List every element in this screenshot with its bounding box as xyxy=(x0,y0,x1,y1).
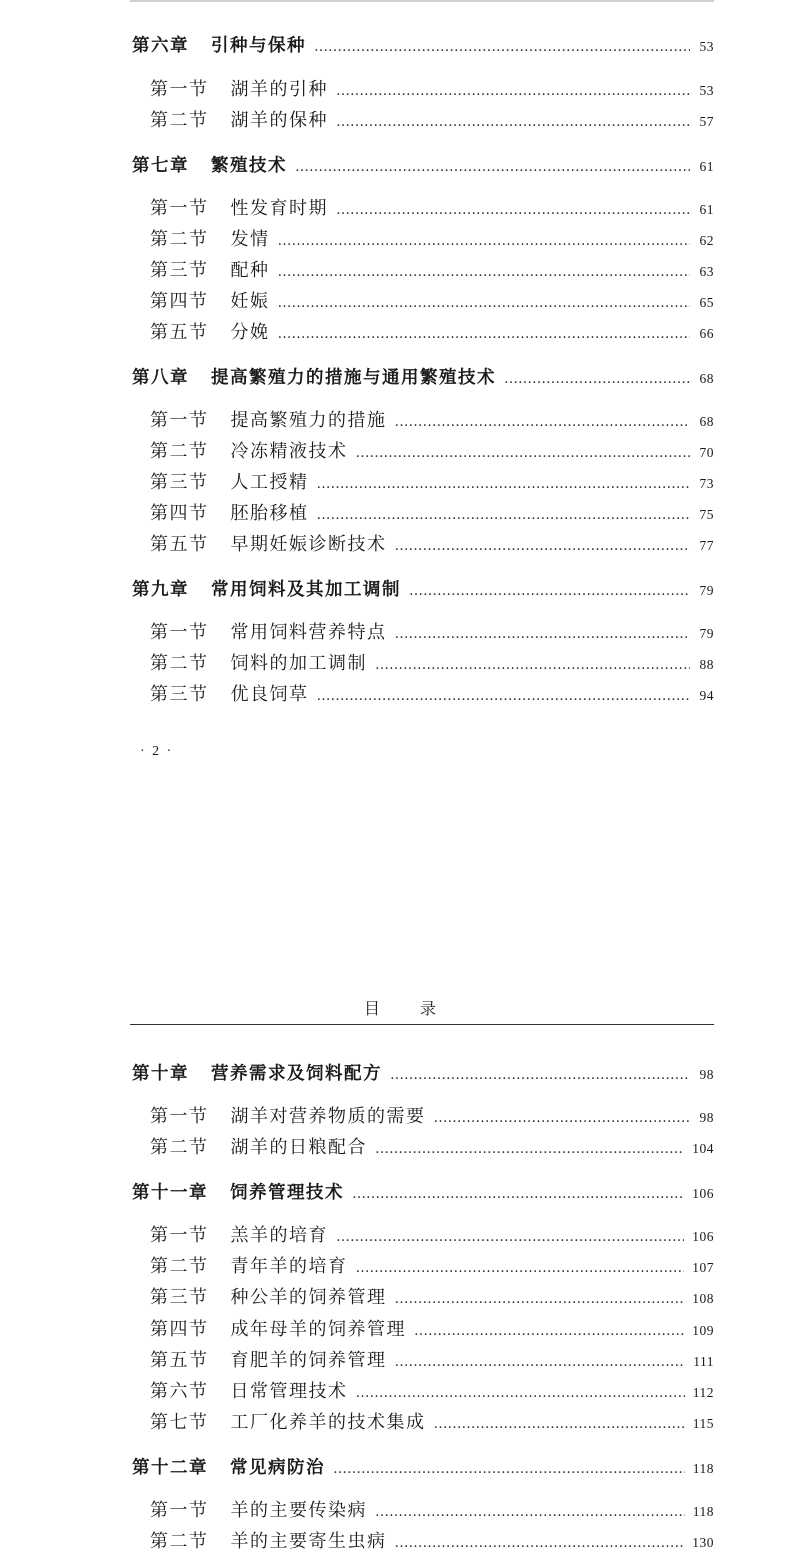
dot-leader xyxy=(390,1062,690,1088)
dot-leader xyxy=(434,1411,685,1437)
section-title: 青年羊的培育 xyxy=(230,1256,348,1277)
section-title: 提高繁殖力的措施 xyxy=(230,410,387,431)
section-title: 常用饲料营养特点 xyxy=(230,622,387,643)
page-ref: 77 xyxy=(699,538,714,553)
section-title: 日常管理技术 xyxy=(230,1381,348,1402)
section-title: 湖羊的日粮配合 xyxy=(230,1137,367,1158)
section-label: 第一节 xyxy=(150,79,209,100)
dot-leader xyxy=(395,621,691,647)
page-ref: 66 xyxy=(699,326,714,341)
dot-leader xyxy=(504,366,690,392)
toc-section-row xyxy=(150,1529,714,1555)
page-ref: 107 xyxy=(692,1260,714,1275)
toc-section-row xyxy=(150,439,714,465)
dot-leader xyxy=(317,471,691,497)
section-title: 人工授精 xyxy=(230,472,309,493)
toc-chapter-row xyxy=(132,1061,714,1087)
section-label: 第一节 xyxy=(150,410,209,431)
toc-chapter-row xyxy=(132,33,714,59)
section-label: 第二节 xyxy=(150,441,209,462)
page-ref: 73 xyxy=(699,476,714,491)
toc-section-row xyxy=(150,320,714,346)
section-title: 羔羊的培育 xyxy=(230,1225,328,1246)
section-label: 第一节 xyxy=(150,1500,209,1521)
toc-section-row xyxy=(150,1498,714,1524)
dot-leader xyxy=(375,652,690,678)
section-label: 第三节 xyxy=(150,684,209,705)
toc-section-row xyxy=(150,1410,714,1436)
section-label: 第三节 xyxy=(150,472,209,493)
section-label: 第四节 xyxy=(150,1319,209,1340)
page-ref: 106 xyxy=(692,1186,714,1201)
page-ref: 75 xyxy=(699,507,714,522)
dot-leader xyxy=(336,78,690,104)
toc-section-row xyxy=(150,470,714,496)
toc-section-row xyxy=(150,408,714,434)
dot-leader xyxy=(295,154,690,180)
page-ref: 118 xyxy=(692,1461,714,1476)
page-ref: 109 xyxy=(692,1323,714,1338)
toc-chapter-row xyxy=(132,153,714,179)
section-title: 工厂化养羊的技术集成 xyxy=(230,1412,426,1433)
chapter-title: 提高繁殖力的措施与通用繁殖技术 xyxy=(211,368,496,388)
dot-leader xyxy=(395,1530,685,1556)
section-title: 湖羊的引种 xyxy=(230,79,328,100)
dot-leader xyxy=(395,409,691,435)
page-ref: 94 xyxy=(699,688,714,703)
page-ref: 130 xyxy=(692,1535,714,1550)
page-ref: 61 xyxy=(699,202,714,217)
toc-header-title: 目录 xyxy=(363,999,476,1018)
toc-section-row xyxy=(150,1379,714,1405)
section-title: 发情 xyxy=(230,229,270,250)
section-label: 第六节 xyxy=(150,1381,209,1402)
page-ref: 61 xyxy=(699,159,714,174)
page-ref: 88 xyxy=(699,657,714,672)
toc-chapter-row xyxy=(132,1455,714,1481)
section-label: 第二节 xyxy=(150,1137,209,1158)
toc-section-row xyxy=(150,196,714,222)
dot-leader xyxy=(278,259,691,285)
section-label: 第五节 xyxy=(150,534,209,555)
section-label: 第二节 xyxy=(150,1256,209,1277)
section-title: 胚胎移植 xyxy=(230,503,309,524)
dot-leader xyxy=(395,533,691,559)
dot-leader xyxy=(395,1349,686,1375)
chapter-title: 饲养管理技术 xyxy=(230,1183,344,1203)
chapter-label: 第十章 xyxy=(132,1064,189,1084)
toc-section-row xyxy=(150,108,714,134)
toc-section-row xyxy=(150,1317,714,1343)
dot-leader xyxy=(375,1499,685,1525)
page-ref: 65 xyxy=(699,295,714,310)
section-label: 第三节 xyxy=(150,1287,209,1308)
toc-section-row xyxy=(150,651,714,677)
toc-section-row xyxy=(150,1104,714,1130)
dot-leader xyxy=(356,440,691,466)
page-ref: 104 xyxy=(692,1141,714,1156)
section-label: 第三节 xyxy=(150,260,209,281)
toc-section-row xyxy=(150,289,714,315)
page-ref: 53 xyxy=(699,83,714,98)
page-ref: 108 xyxy=(692,1291,714,1306)
section-label: 第二节 xyxy=(150,229,209,250)
dot-leader xyxy=(336,197,690,223)
page-ref: 57 xyxy=(699,114,714,129)
page-ref: 118 xyxy=(692,1504,714,1519)
dot-leader xyxy=(414,1318,684,1344)
page-number: · 2 · xyxy=(140,744,174,759)
chapter-title: 营养需求及饲料配方 xyxy=(211,1064,382,1084)
dot-leader xyxy=(317,683,691,709)
chapter-label: 第九章 xyxy=(132,580,189,600)
chapter-title: 常见病防治 xyxy=(230,1458,325,1478)
section-label: 第一节 xyxy=(150,1225,209,1246)
header-rule xyxy=(130,1024,714,1025)
toc-section-row xyxy=(150,1348,714,1374)
section-label: 第四节 xyxy=(150,291,209,312)
page-ref: 115 xyxy=(692,1416,714,1431)
toc-chapter-row xyxy=(132,577,714,603)
toc-section-row xyxy=(150,1135,714,1161)
section-label: 第二节 xyxy=(150,110,209,131)
toc-section-row xyxy=(150,620,714,646)
toc-section-row xyxy=(150,1285,714,1311)
section-title: 妊娠 xyxy=(230,291,270,312)
section-title: 优良饲草 xyxy=(230,684,309,705)
dot-leader xyxy=(356,1255,685,1281)
section-title: 羊的主要传染病 xyxy=(230,1500,367,1521)
section-title: 种公羊的饲养管理 xyxy=(230,1287,387,1308)
dot-leader xyxy=(314,34,690,60)
section-title: 配种 xyxy=(230,260,270,281)
section-title: 羊的主要寄生虫病 xyxy=(230,1531,387,1552)
page-ref: 98 xyxy=(699,1067,714,1082)
section-title: 湖羊的保种 xyxy=(230,110,328,131)
section-label: 第二节 xyxy=(150,1531,209,1552)
dot-leader xyxy=(375,1136,684,1162)
chapter-title: 引种与保种 xyxy=(211,36,306,56)
section-label: 第二节 xyxy=(150,653,209,674)
section-title: 冷冻精液技术 xyxy=(230,441,348,462)
page-ref: 106 xyxy=(692,1229,714,1244)
toc-section-row xyxy=(150,1254,714,1280)
section-title: 湖羊对营养物质的需要 xyxy=(230,1106,426,1127)
page-ref: 68 xyxy=(699,414,714,429)
chapter-title: 常用饲料及其加工调制 xyxy=(211,580,401,600)
section-label: 第五节 xyxy=(150,322,209,343)
dot-leader xyxy=(278,228,691,254)
toc-section-row xyxy=(150,1223,714,1249)
toc-section-row xyxy=(150,227,714,253)
section-title: 早期妊娠诊断技术 xyxy=(230,534,387,555)
section-title: 饲料的加工调制 xyxy=(230,653,367,674)
toc-section-row xyxy=(150,258,714,284)
dot-leader xyxy=(395,1286,685,1312)
toc-section-row xyxy=(150,501,714,527)
dot-leader xyxy=(356,1380,685,1406)
section-title: 成年母羊的饲养管理 xyxy=(230,1319,406,1340)
page-ref: 112 xyxy=(692,1385,714,1400)
dot-leader xyxy=(278,321,691,347)
section-label: 第一节 xyxy=(150,1106,209,1127)
page-ref: 63 xyxy=(699,264,714,279)
section-title: 育肥羊的饲养管理 xyxy=(230,1350,387,1371)
section-label: 第四节 xyxy=(150,503,209,524)
toc-section-row xyxy=(150,532,714,558)
section-label: 第七节 xyxy=(150,1412,209,1433)
section-title: 分娩 xyxy=(230,322,270,343)
chapter-label: 第十一章 xyxy=(132,1183,208,1203)
chapter-label: 第十二章 xyxy=(132,1458,208,1478)
dot-leader xyxy=(336,109,690,135)
chapter-label: 第七章 xyxy=(132,156,189,176)
chapter-label: 第八章 xyxy=(132,368,189,388)
section-label: 第一节 xyxy=(150,622,209,643)
toc-section-row xyxy=(150,77,714,103)
page-ref: 98 xyxy=(699,1110,714,1125)
section-title: 性发育时期 xyxy=(230,198,328,219)
page-top-edge-rule xyxy=(130,0,714,2)
page-ref: 79 xyxy=(699,583,714,598)
section-label: 第五节 xyxy=(150,1350,209,1371)
page-ref: 79 xyxy=(699,626,714,641)
page-ref: 111 xyxy=(693,1354,714,1369)
dot-leader xyxy=(409,578,690,604)
page-ref: 62 xyxy=(699,233,714,248)
dot-leader xyxy=(278,290,691,316)
dot-leader xyxy=(352,1181,684,1207)
dot-leader xyxy=(333,1456,685,1482)
toc-section-row xyxy=(150,682,714,708)
chapter-label: 第六章 xyxy=(132,36,189,56)
dot-leader xyxy=(317,502,691,528)
page-ref: 68 xyxy=(699,371,714,386)
toc-chapter-row xyxy=(132,1180,714,1206)
toc-chapter-row xyxy=(132,365,714,391)
dot-leader xyxy=(434,1105,691,1131)
chapter-title: 繁殖技术 xyxy=(211,156,287,176)
page-ref: 53 xyxy=(699,39,714,54)
dot-leader xyxy=(336,1224,684,1250)
page-ref: 70 xyxy=(699,445,714,460)
section-label: 第一节 xyxy=(150,198,209,219)
